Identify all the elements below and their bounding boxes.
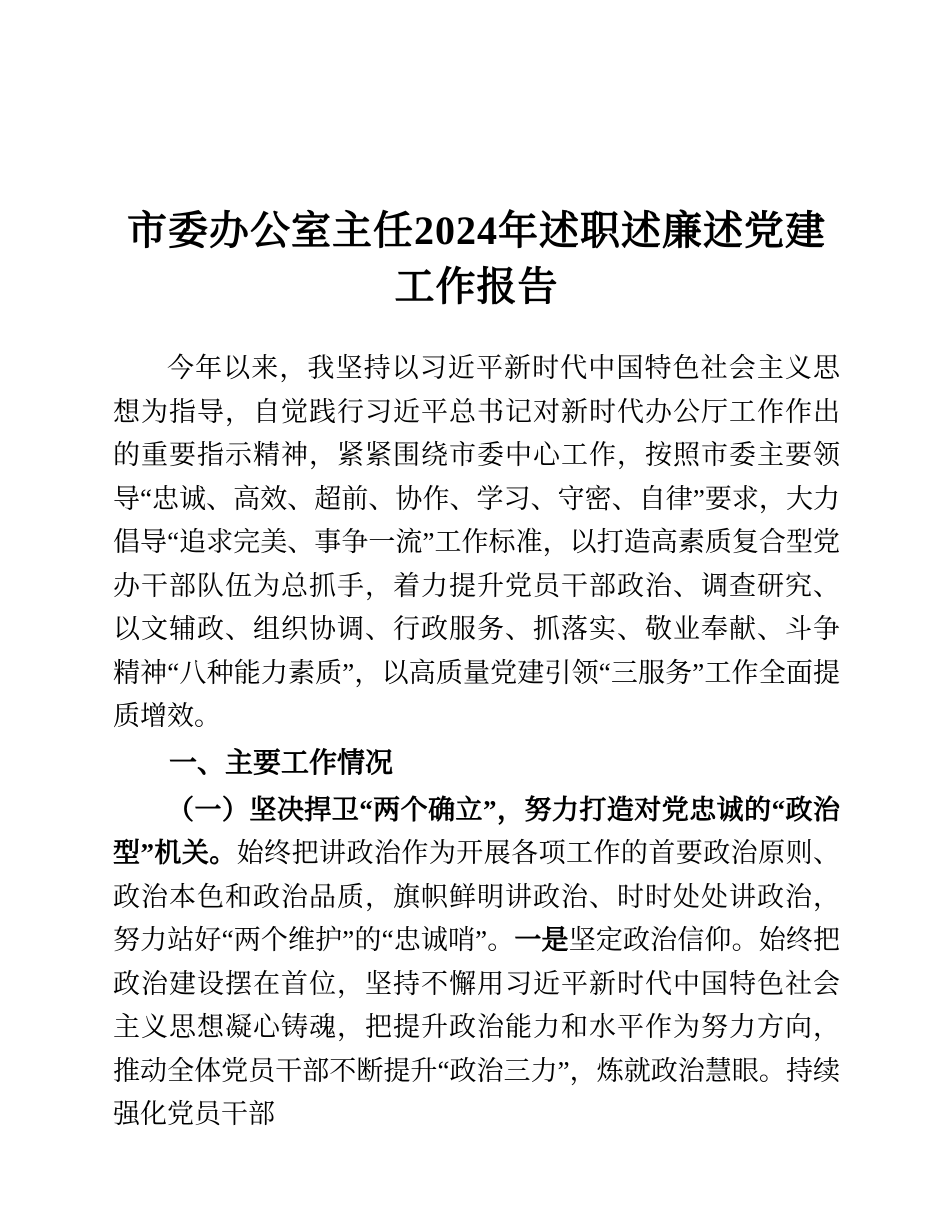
text-segment: 一是 [514,925,569,955]
document-title: 市委办公室主任2024年述职述廉述党建工作报告 [127,208,826,309]
text-segment: 始终把讲政治作为开展各项工作的首要政治原则、政治本色和政治品质，旗帜鲜明讲政治、时时处处讲政治，努力站好“两个维护”的“忠诚哨”。 [113,838,841,955]
section-heading [113,741,840,785]
document-body [113,347,840,1137]
text-segment: 一、主要工作情况 [169,746,394,778]
paragraph [113,347,840,739]
text-segment: （一）坚决捍卫“两个确立”，努力打造对党忠诚的“政治型”机关。 [113,794,840,868]
text-segment: 今年以来，我坚持以习近平新时代中国特色社会主义思想为指导，自觉践行习近平总书记对新时代办公厅工作作出的重要指示精神，紧紧围绕市委中心工作，按照市委主要领导“忠诚、高效、超前、协作、学习、守密、自律”要求，大力倡导“追求完美、事争一流”工作标准，以打造高素质复合型党办干部队伍为总抓手，着力提升党员干部政治、调查研究、以文辅政、组织协调、行政服务、抓落实、敬业奉献、斗争精神“八种能力素质”，以高质量党建引领“三服务”工作全面提质增效。 [113,353,840,731]
paragraph [113,789,840,1137]
text-segment: 坚定政治信仰。始终把政治建设摆在首位，坚持不懈用习近平新时代中国特色社会主义思想凝心铸魂，把提升政治能力和水平作为努力方向，推动全体党员干部不断提升“政治三力”，炼就政治慧眼。持续强化党员干部 [113,925,841,1129]
